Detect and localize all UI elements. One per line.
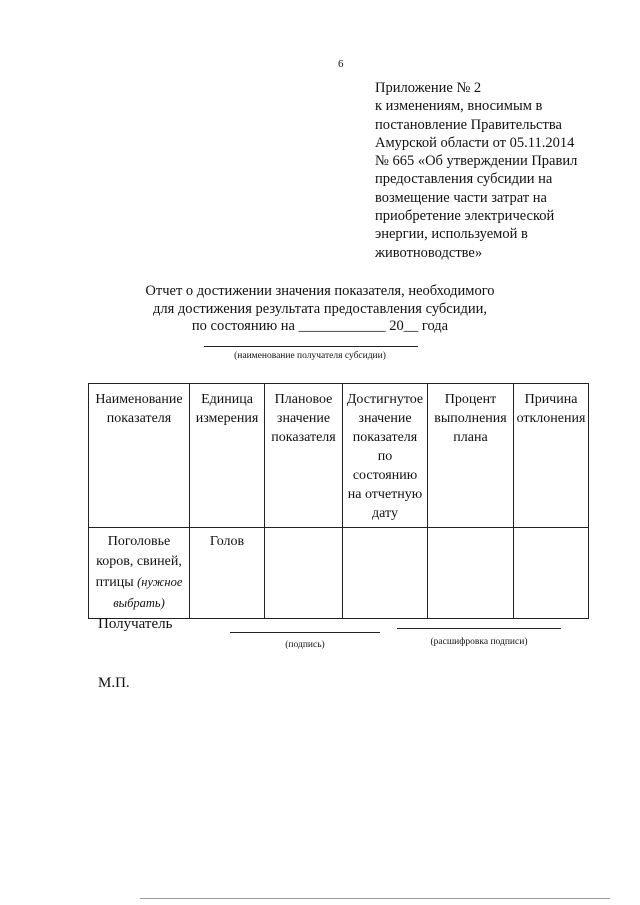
appendix-line: животноводстве»	[375, 244, 483, 261]
signature-decoding-line[interactable]	[397, 628, 561, 629]
appendix-line: предоставления субсидии на	[375, 171, 553, 188]
signature-line[interactable]	[230, 632, 380, 633]
header-percent: Процент выполнения плана	[428, 384, 514, 528]
indicator-note: (нужное выбрать)	[113, 575, 183, 610]
cell-percent[interactable]	[428, 528, 514, 619]
cell-unit: Голов	[190, 528, 265, 619]
table-header-row	[89, 384, 589, 528]
indicator-text: Поголовье коров, свиней, птицы	[95, 534, 182, 590]
appendix-header	[375, 79, 625, 262]
signature-decoding-caption: (расшифровка подписи)	[430, 637, 528, 647]
appendix-line: возмещение части затрат на	[375, 189, 547, 206]
table-row	[89, 528, 589, 619]
recipient-caption: (наименование получателя субсидии)	[234, 351, 386, 361]
page-number: 6	[338, 58, 344, 70]
cell-planned[interactable]	[265, 528, 343, 619]
appendix-line: № 665 «Об утверждении Правил	[375, 153, 578, 170]
appendix-line: Амурской области от 05.11.2014	[375, 134, 575, 151]
recipient-name-line	[204, 346, 418, 347]
report-title	[100, 283, 540, 336]
cell-indicator	[89, 528, 190, 619]
appendix-line: Приложение № 2	[375, 80, 482, 96]
cell-achieved[interactable]	[343, 528, 428, 619]
appendix-line: приобретение электрической	[375, 208, 555, 225]
report-title-line: Отчет о достижении значения показателя, необходимого	[145, 283, 495, 299]
receiver-label: Получатель	[98, 616, 173, 632]
report-title-line: для достижения результата предоставления субсидии,	[152, 300, 488, 317]
report-date-line: по состоянию на ____________ 20__ года	[191, 318, 449, 334]
signature-caption: (подпись)	[285, 640, 325, 650]
cell-reason[interactable]	[514, 528, 589, 619]
header-unit: Единица измерения	[190, 384, 265, 528]
appendix-line: энергии, используемой в	[375, 226, 528, 243]
report-table	[88, 383, 589, 619]
appendix-line: постановление Правительства	[375, 116, 562, 133]
stamp-label: М.П.	[98, 675, 130, 691]
header-planned: Плановое значение показателя	[265, 384, 343, 528]
header-indicator: Наименование показателя	[89, 384, 190, 528]
appendix-line: к изменениям, вносимым в	[375, 98, 543, 115]
bottom-rule	[140, 898, 610, 899]
header-achieved: Достигнутое значение показателя по состоянию на отчетную дату	[343, 384, 428, 528]
header-reason: Причина отклонения	[514, 384, 589, 528]
